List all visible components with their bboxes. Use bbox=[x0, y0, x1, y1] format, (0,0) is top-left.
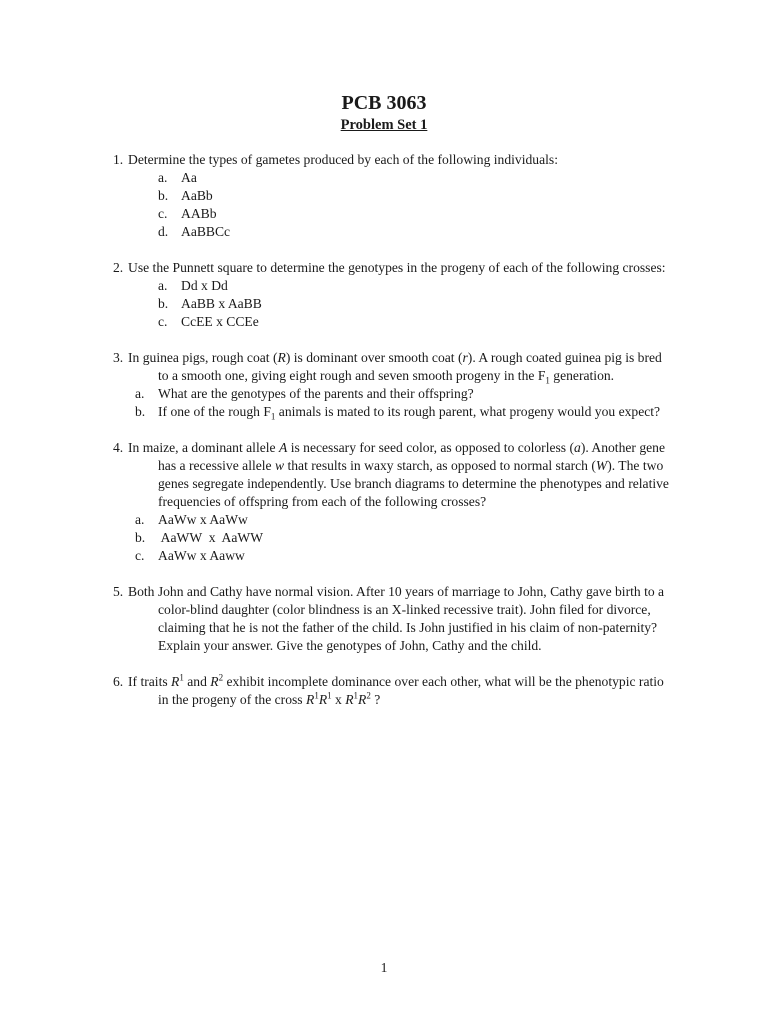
option-item bbox=[158, 277, 673, 295]
allele-symbol: A bbox=[278, 440, 288, 455]
question-2 bbox=[113, 259, 673, 331]
question-text: Use the Punnett square to determine the genotypes in the progeny of each of the following crosses: bbox=[128, 260, 666, 275]
question-text: ? bbox=[370, 692, 381, 707]
option-letter: a. bbox=[158, 278, 168, 293]
question-number: 4. bbox=[113, 440, 124, 455]
page-subtitle: Problem Set 1 bbox=[340, 117, 428, 133]
allele-symbol: w bbox=[275, 458, 285, 473]
question-3-stem bbox=[113, 349, 673, 385]
allele-superscript: 1 bbox=[353, 690, 359, 701]
allele-superscript: 1 bbox=[179, 672, 184, 683]
question-text: ). A rough coated guinea pig is bred to a smooth one, giving eight rough and seven smooth progeny in the F bbox=[158, 350, 662, 383]
question-6-stem bbox=[113, 673, 673, 709]
option-item bbox=[158, 187, 673, 205]
allele-superscript: 1 bbox=[314, 690, 319, 701]
question-5-stem bbox=[113, 583, 673, 655]
option-letter: d. bbox=[158, 224, 169, 239]
question-text: ) is dominant over smooth coat ( bbox=[285, 350, 463, 365]
allele-symbol: R bbox=[318, 692, 328, 707]
option-item bbox=[135, 529, 673, 547]
option-text: What are the genotypes of the parents and their offspring? bbox=[158, 386, 474, 401]
question-2-options bbox=[158, 277, 673, 331]
option-text: If one of the rough F bbox=[158, 404, 271, 419]
question-text: Determine the types of gametes produced by each of the following individuals: bbox=[128, 152, 558, 167]
question-text: ). Another gene has a recessive allele bbox=[158, 440, 666, 473]
question-text: is necessary for seed color, as opposed to colorless ( bbox=[287, 440, 575, 455]
question-6 bbox=[113, 673, 673, 709]
allele-symbol: R bbox=[306, 692, 315, 707]
question-number: 5. bbox=[113, 584, 124, 599]
question-4-options bbox=[135, 511, 673, 565]
option-item bbox=[158, 205, 673, 223]
question-4 bbox=[113, 439, 673, 565]
option-text: AABb bbox=[181, 206, 217, 221]
question-2-stem bbox=[113, 259, 673, 277]
allele-superscript: 1 bbox=[327, 690, 332, 701]
page-title: PCB 3063 bbox=[341, 92, 427, 114]
option-item bbox=[158, 169, 673, 187]
allele-symbol: a bbox=[574, 440, 581, 455]
question-5 bbox=[113, 583, 673, 655]
allele-symbol: r bbox=[462, 350, 468, 365]
option-letter: c. bbox=[135, 548, 145, 563]
option-item bbox=[135, 547, 673, 565]
question-text: exhibit incomplete dominance over each other, what will be the phenotypic ratio in the progeny of the cross bbox=[158, 674, 664, 707]
option-item bbox=[135, 403, 673, 421]
question-text: In guinea pigs, rough coat ( bbox=[128, 350, 278, 365]
option-letter: b. bbox=[158, 296, 169, 311]
allele-symbol: R bbox=[358, 692, 367, 707]
cross-symbol: x bbox=[331, 692, 346, 707]
option-item bbox=[158, 313, 673, 331]
option-letter: a. bbox=[158, 170, 168, 185]
option-text: Aa bbox=[181, 170, 197, 185]
option-letter: c. bbox=[158, 206, 168, 221]
question-text: If traits bbox=[128, 674, 172, 689]
allele-symbol: R bbox=[171, 674, 180, 689]
option-item bbox=[158, 223, 673, 241]
option-text-wrap bbox=[158, 403, 673, 421]
generation-subscript: 1 bbox=[270, 411, 276, 422]
question-3 bbox=[113, 349, 673, 421]
option-letter: b. bbox=[135, 404, 146, 419]
allele-superscript: 2 bbox=[218, 672, 224, 683]
generation-subscript: 1 bbox=[545, 375, 550, 386]
question-text: that results in waxy starch, as opposed to normal starch ( bbox=[284, 458, 596, 473]
question-text: ). The two genes segregate independently. Use branch diagrams to determine the phenotypes and relative frequencies of offspring from each of the following crosses? bbox=[158, 458, 669, 509]
question-number: 3. bbox=[113, 350, 124, 365]
question-number: 1. bbox=[113, 152, 124, 167]
question-text: generation. bbox=[549, 368, 615, 383]
option-text: AaBb bbox=[181, 188, 213, 203]
question-number: 2. bbox=[113, 260, 124, 275]
option-letter: a. bbox=[135, 512, 145, 527]
problem-list bbox=[113, 151, 673, 727]
option-text: Dd x Dd bbox=[181, 278, 228, 293]
question-1-stem bbox=[113, 151, 673, 169]
option-item bbox=[158, 295, 673, 313]
question-text: and bbox=[183, 674, 211, 689]
option-item bbox=[135, 385, 673, 403]
allele-symbol: R bbox=[277, 350, 286, 365]
question-text: In maize, a dominant allele bbox=[128, 440, 279, 455]
question-4-stem bbox=[113, 439, 673, 511]
question-1-options bbox=[158, 169, 673, 241]
option-item bbox=[135, 511, 673, 529]
allele-symbol: R bbox=[345, 692, 354, 707]
option-text: AaWw x Aaww bbox=[158, 548, 245, 563]
allele-superscript: 2 bbox=[366, 690, 371, 701]
option-text: AaBBCc bbox=[181, 224, 231, 239]
option-letter: b. bbox=[158, 188, 169, 203]
page-number: 1 bbox=[380, 960, 388, 975]
option-text: CcEE x CCEe bbox=[181, 314, 259, 329]
question-3-options bbox=[135, 385, 673, 421]
option-text: AaBB x AaBB bbox=[181, 296, 262, 311]
question-text: Both John and Cathy have normal vision. After 10 years of marriage to John, Cathy gave birth to a color-blind daughter (color blindness is an X-linked recessive trait). John filed for divorce, claiming that he is not the father of the child. Is John justified in his claim of non-paternity? Explain your answer. Give the genotypes of John, Cathy and the child. bbox=[128, 584, 665, 653]
option-letter: c. bbox=[158, 314, 168, 329]
question-number: 6. bbox=[113, 674, 124, 689]
option-letter: a. bbox=[135, 386, 145, 401]
option-text: animals is mated to its rough parent, what progeny would you expect? bbox=[275, 404, 661, 419]
option-text: AaWw x AaWw bbox=[158, 512, 248, 527]
question-1 bbox=[113, 151, 673, 241]
allele-symbol: R bbox=[210, 674, 219, 689]
allele-symbol: W bbox=[595, 458, 608, 473]
option-text: AaWW x AaWW bbox=[158, 530, 264, 545]
option-letter: b. bbox=[135, 530, 146, 545]
